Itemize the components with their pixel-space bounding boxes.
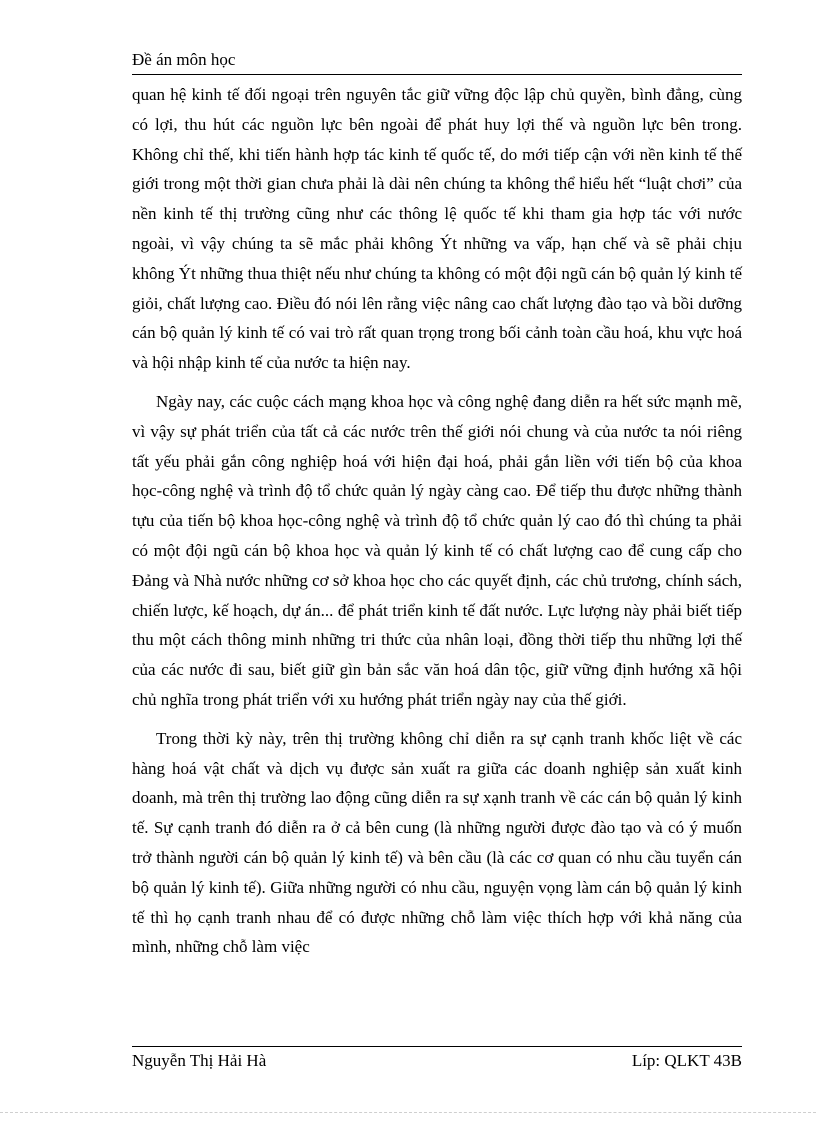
page-header — [132, 50, 742, 75]
document-title: Đề án môn học — [132, 50, 236, 69]
author-name: Nguyễn Thị Hải Hà — [132, 1051, 267, 1070]
page-footer — [132, 1046, 742, 1071]
paragraph-continuation: quan hệ kinh tế đối ngoại trên nguyên tắc giữ vững độc lập chủ quyền, bình đẳng, cùng có lợi, thu hút các nguồn lực bên ngoài để phát huy lợi thế và nguồn lực bên trong. Không chỉ thế, khi tiến hành hợp tác kinh tế quốc tế, do mới tiếp cận với nền kinh tế thế giới trong một thời gian chưa phải là dài nên chúng ta không thể hiểu hết “luật chơi” của nền kinh tế thị trường cũng như các thông lệ quốc tế khi tham gia hợp tác với nước ngoài, vì vậy chúng ta sẽ mắc phải không Ýt những va vấp, hạn chế và sẽ phải chịu không Ýt những thua thiệt nếu như chúng ta không có một đội ngũ cán bộ quản lý kinh tế giỏi, chất lượng cao. Điều đó nói lên rằng việc nâng cao chất lượng đào tạo và bồi dưỡng cán bộ quản lý kinh tế có vai trò rất quan trọng trong bối cảnh toàn cầu hoá, khu vực hoá và hội nhập kinh tế của nước ta hiện nay. — [132, 85, 742, 373]
paragraph: Ngày nay, các cuộc cách mạng khoa học và công nghệ đang diễn ra hết sức mạnh mẽ, vì vậy sự phát triển của tất cả các nước trên thế giới nói chung và của nước ta nói riêng tất yếu phải gắn công nghiệp hoá với hiện đại hoá, phải gắn liền với tiến bộ của khoa học-công nghệ và trình độ tổ chức quản lý ngày càng cao. Để tiếp thu được những thành tựu của tiến bộ khoa học-công nghệ và trình độ tổ chức quản lý cao đó thì chúng ta phải có một đội ngũ cán bộ khoa học và quản lý kinh tế có chất lượng cao để cung cấp cho Đảng và Nhà nước những cơ sở khoa học cho các quyết định, các chủ trương, chính sách, chiến lược, kế hoạch, dự án... để phát triển kinh tế đất nước. Lực lượng này phải biết tiếp thu một cách thông minh những tri thức của nhân loại, đồng thời tiếp thu những lợi thế của các nước đi sau, biết giữ gìn bản sắc văn hoá dân tộc, giữ vững định hướng xã hội chủ nghĩa trong phát triển với xu hướng phát triển ngày nay của thế giới. — [132, 391, 742, 709]
page-break-divider — [0, 1112, 816, 1113]
class-label: Líp: QLKT 43B — [631, 1051, 742, 1070]
document-body — [132, 80, 742, 962]
paragraph: Trong thời kỳ này, trên thị trường không chỉ diễn ra sự cạnh tranh khốc liệt về các hàng hoá vật chất và dịch vụ được sản xuất ra giữa các doanh nghiệp sản xuất kinh doanh, mà trên thị trường lao động cũng diễn ra sự xạnh tranh về các cán bộ quản lý kinh tế. Sự cạnh tranh đó diễn ra ở cả bên cung (là những người được đào tạo và có ý muốn trở thành người cán bộ quản lý kinh tế) và bên cầu (là các cơ quan có nhu cầu tuyển cán bộ quản lý kinh tế). Giữa những người có nhu cầu, nguyện vọng làm cán bộ quản lý kinh tế thì họ cạnh tranh nhau để có được những chỗ làm việc thích hợp với khả năng của mình, những chỗ làm việc — [132, 728, 742, 957]
